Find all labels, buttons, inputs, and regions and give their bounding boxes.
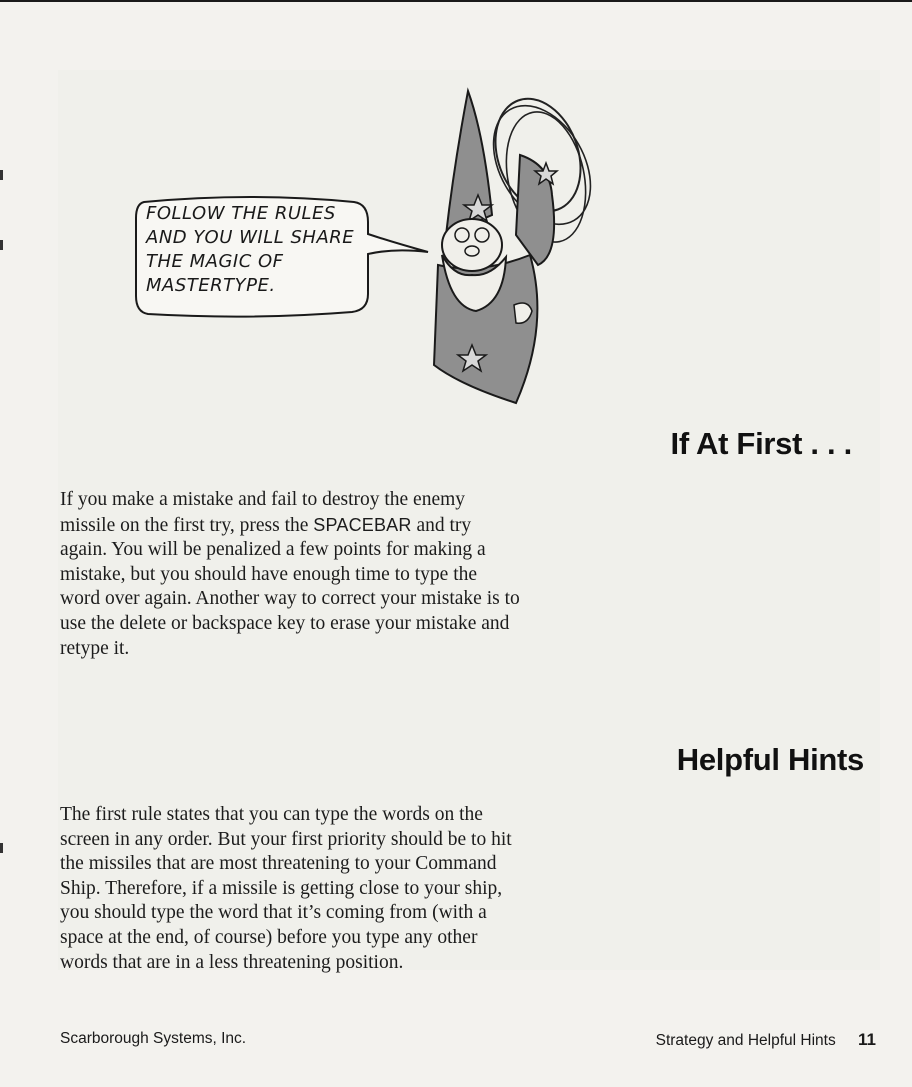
text-line: Ship. Therefore, if a missile is getting close to your ship, <box>60 877 503 899</box>
spacebar-key-label: SPACEBAR <box>313 514 412 535</box>
text-line: you should type the word that it’s coming from (with a <box>60 902 487 924</box>
footer-running-head <box>656 1030 876 1050</box>
text-line: the missiles that are most threatening to your Command <box>60 853 497 875</box>
text-line: screen in any order. But your first priority should be to hit <box>60 828 512 850</box>
section-heading-if-at-first: If At First . . . <box>670 426 852 461</box>
speech-bubble-line: FOLLOW THE RULES <box>146 203 336 224</box>
paragraph-helpful-hints <box>60 803 635 975</box>
text-line: mistake, but you should have enough time to type the <box>60 563 478 585</box>
paragraph-if-at-first <box>60 488 635 661</box>
text-line: missile on the first try, press the SPACEBAR and try <box>60 514 472 536</box>
text-line: again. You will be penalized a few points for making a <box>60 539 486 561</box>
footer-publisher: Scarborough Systems, Inc. <box>60 1030 247 1047</box>
section-heading-helpful-hints: Helpful Hints <box>676 742 864 777</box>
text-line: The first rule states that you can type the words on the <box>60 804 483 825</box>
text-line: If you make a mistake and fail to destroy the enemy <box>60 489 466 510</box>
text-line: words that are in a less threatening position. <box>60 951 404 973</box>
speech-bubble-text <box>146 202 376 298</box>
margin-mark <box>0 240 3 250</box>
page-number: 11 <box>858 1030 876 1049</box>
text-line: word over again. Another way to correct your mistake is to <box>60 588 520 610</box>
speech-bubble-line: MASTERTYPE. <box>146 275 276 296</box>
text-line: use the delete or backspace key to erase your mistake and <box>60 612 510 634</box>
margin-mark <box>0 843 3 853</box>
text-line: retype it. <box>60 637 130 659</box>
speech-bubble-line: AND YOU WILL SHARE <box>146 227 355 248</box>
wizard-illustration <box>420 85 610 405</box>
top-rule <box>0 0 912 2</box>
text-line: space at the end, of course) before you type any other <box>60 926 478 948</box>
speech-bubble-line: THE MAGIC OF <box>146 251 284 272</box>
margin-mark <box>0 170 3 180</box>
footer-chapter: Strategy and Helpful Hints <box>655 1032 836 1049</box>
